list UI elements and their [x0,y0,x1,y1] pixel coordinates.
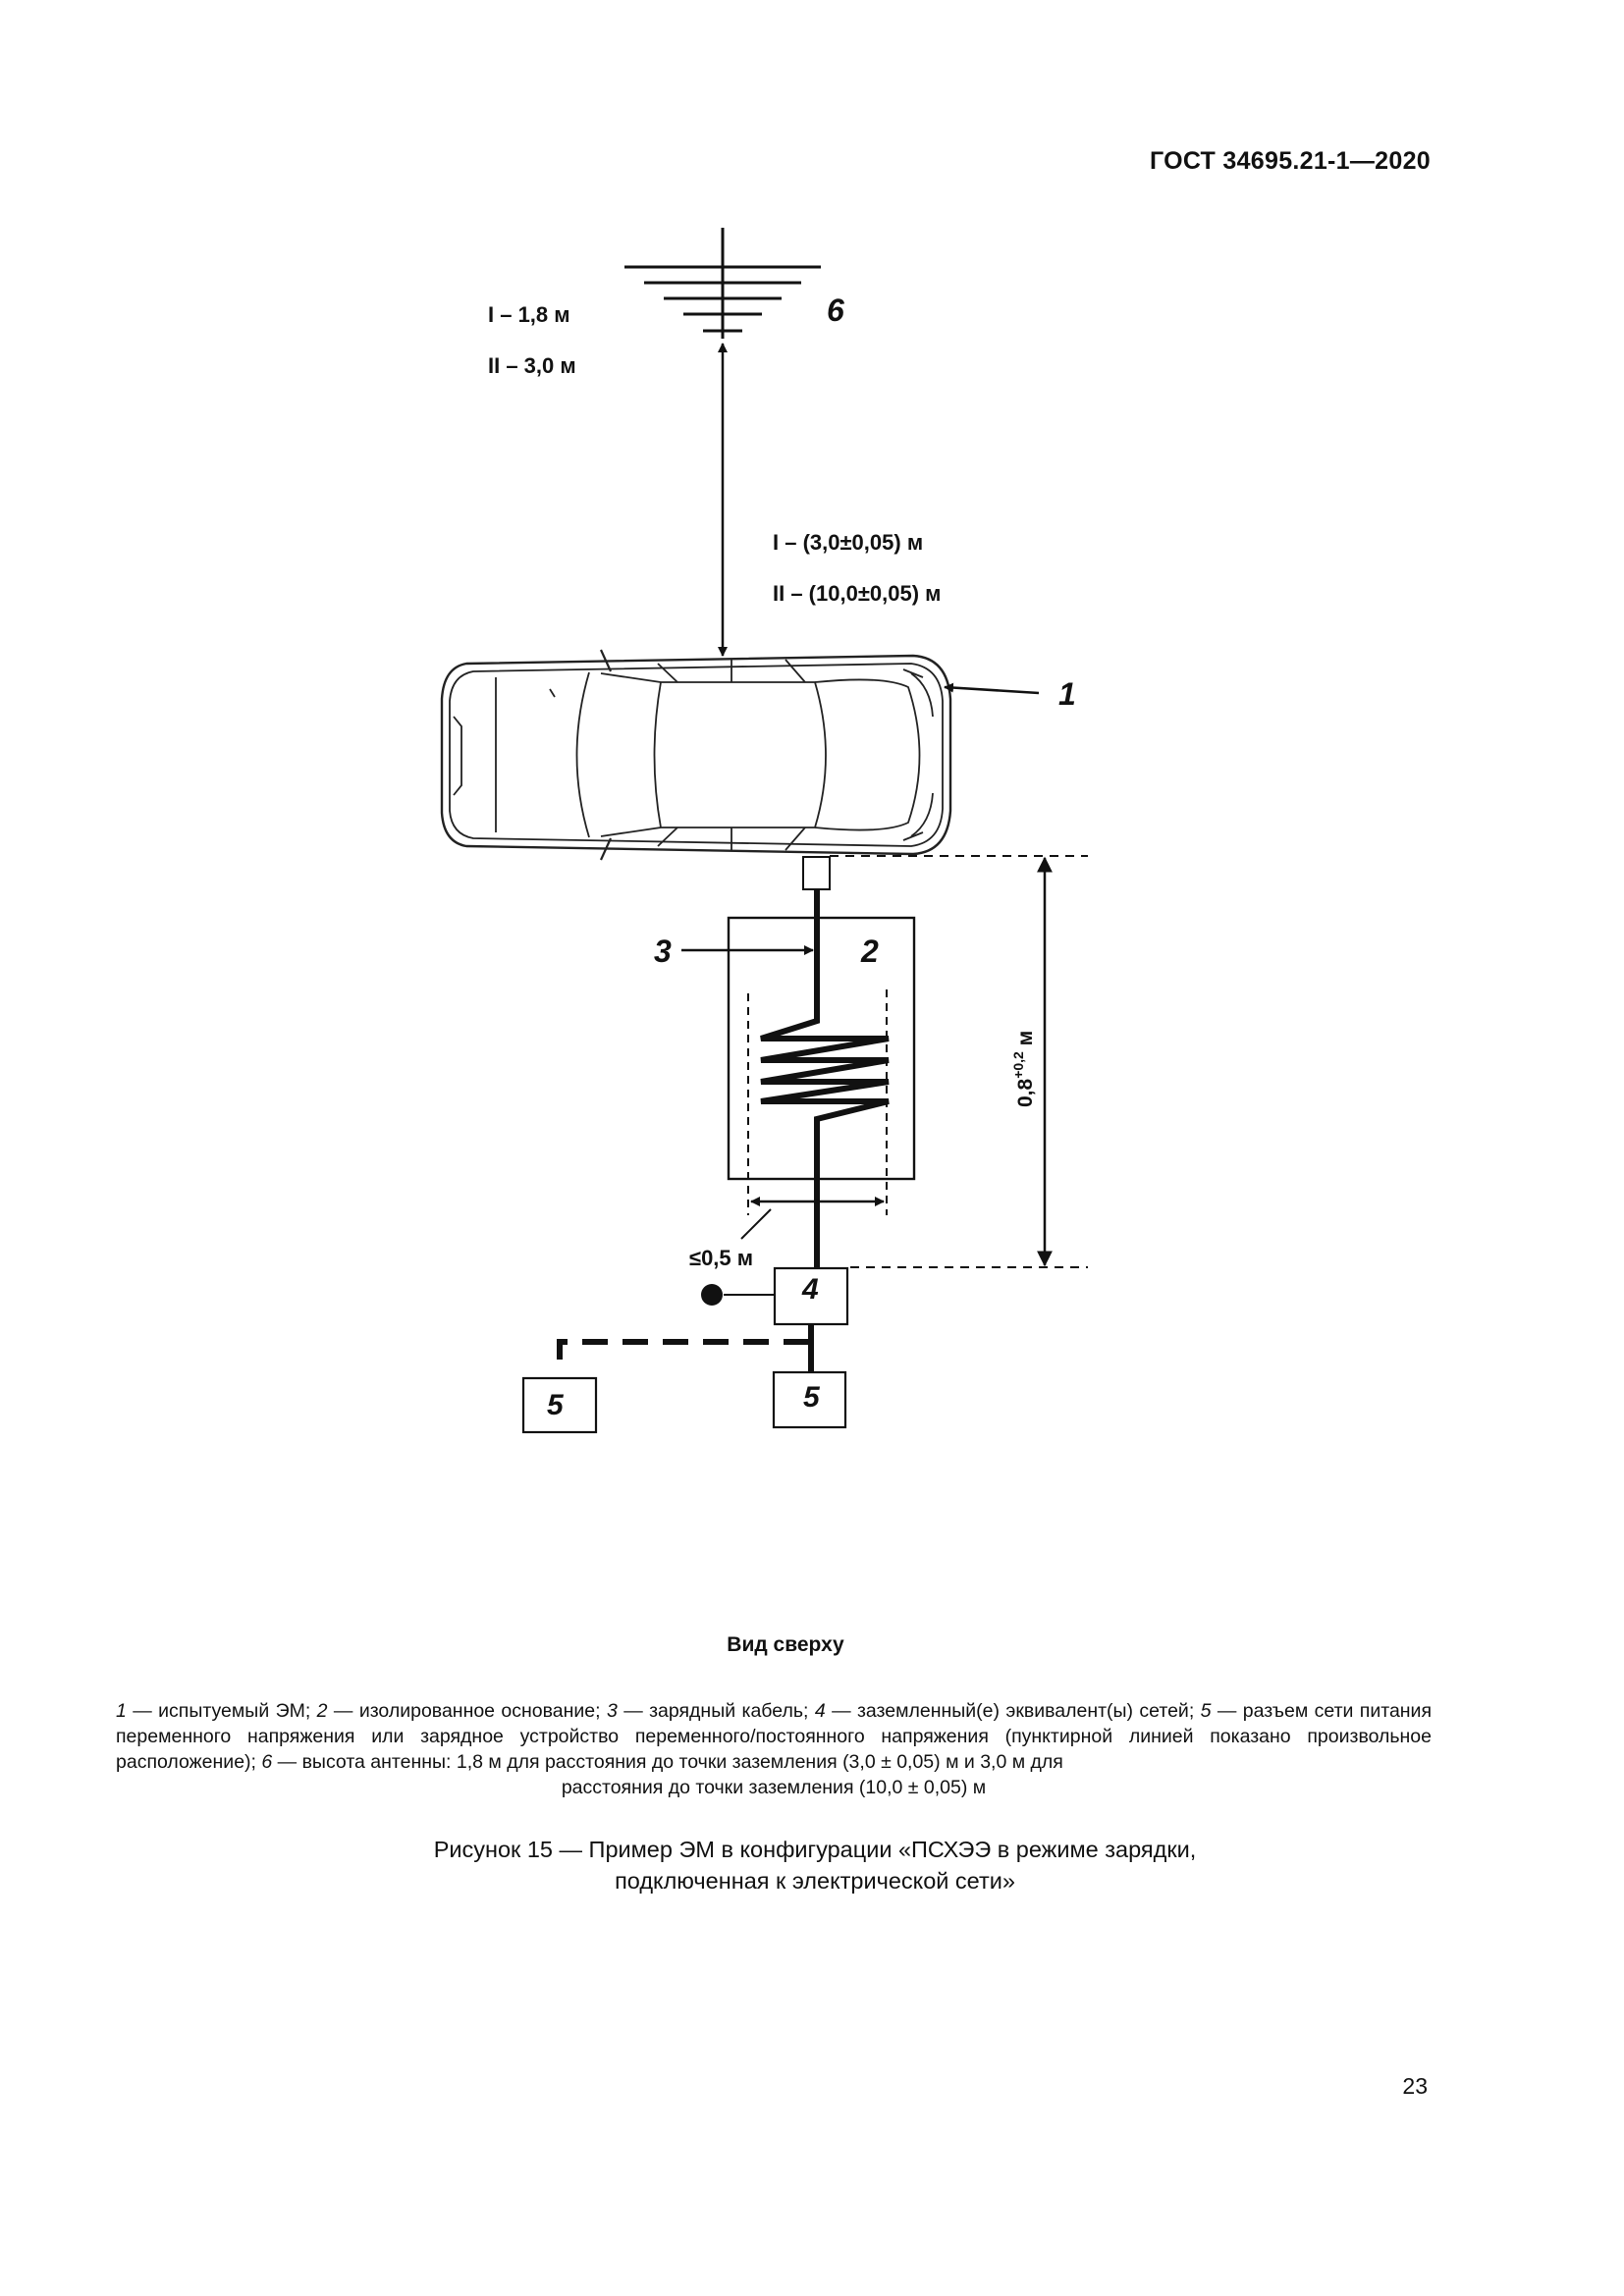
antenna-height-i: I – 1,8 м [488,302,570,327]
optional-supply-dashed-line [560,1342,811,1360]
figure-legend: 1 — испытуемый ЭМ; 2 — изолированное основание; 3 — зарядный кабель; 4 — заземленный(е) эквивалент(ы) сетей; 5 — разъем сети питания переменного напряжения или зарядное устройство переменного/постоянного напряжения (пунктирной линией показано произвольное расположение); 6 — высота антенны: 1,8 м для расстояния до точки заземления (3,0 ± 0,05) м и 3,0 м для расстояния до точки заземления (10,0 ± 0,05) м [116,1700,1433,1798]
distance-ii: II – (10,0±0,05) м [773,581,942,606]
ground-point [701,1284,723,1306]
distance-i: I – (3,0±0,05) м [773,530,924,555]
marker-4: 4 [802,1273,819,1306]
figure-title: Рисунок 15 — Пример ЭМ в конфигурации «ПСХЭЭ в режиме зарядки, подключенная к электрической сети» [433,1837,1197,1894]
marker-2: 2 [861,934,879,969]
marker-1-arrow [945,687,1039,693]
antenna [624,228,821,339]
view-caption: Вид сверху [727,1633,844,1656]
antenna-height-ii: II – 3,0 м [488,353,576,378]
marker-6: 6 [827,293,844,328]
marker-5-right: 5 [803,1381,820,1414]
vehicle-inlet-connector [803,857,830,889]
marker-3: 3 [654,934,672,969]
marker-1: 1 [1058,676,1076,712]
vehicle-top-view [442,650,950,860]
cable-distance-label: $0,8^{+0,2}$ м [1010,1030,1037,1107]
marker-5-left: 5 [547,1389,564,1421]
cable-width-label: ≤0,5 м [689,1246,754,1270]
page-number: 23 [1402,2073,1428,2099]
standard-code: ГОСТ 34695.21-1—2020 [1149,147,1431,175]
